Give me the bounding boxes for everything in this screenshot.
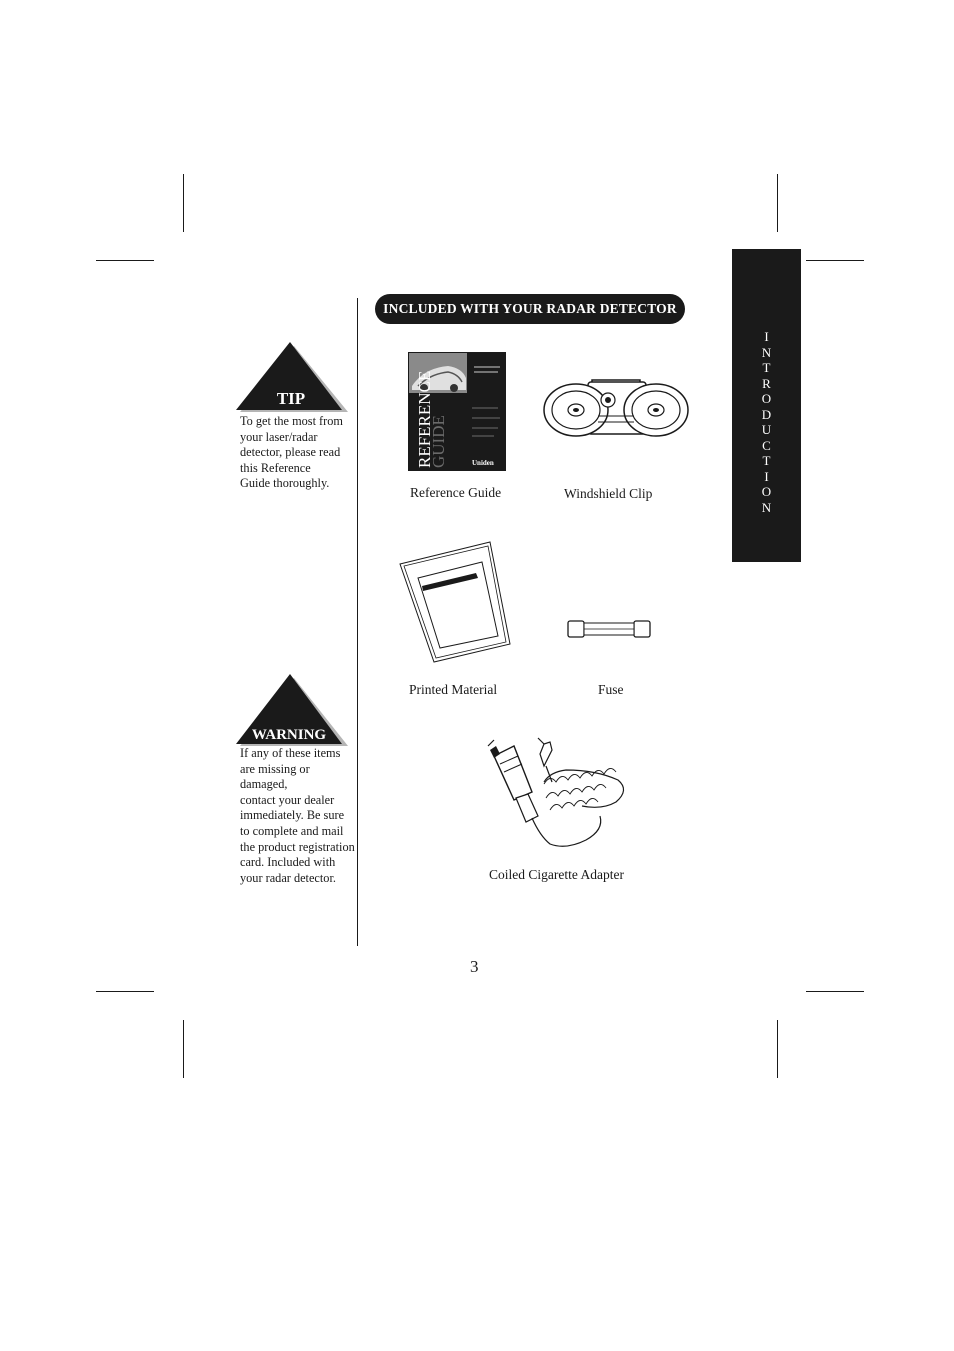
printed-material-caption: Printed Material [409, 682, 498, 697]
crop-mark [806, 260, 864, 261]
crop-mark [183, 174, 184, 232]
section-tab-label: I N T R O D U C T I O N [761, 329, 772, 515]
windshield-clip-caption: Windshield Clip [564, 486, 653, 501]
fuse-caption: Fuse [598, 682, 624, 697]
cigarette-adapter-image [486, 736, 636, 856]
svg-text:GUIDE: GUIDE [429, 415, 448, 468]
cigarette-adapter-caption: Coiled Cigarette Adapter [489, 867, 624, 882]
crop-mark [777, 1020, 778, 1078]
svg-text:WARNING: WARNING [251, 727, 327, 743]
crop-mark [806, 991, 864, 992]
page-number: 3 [470, 957, 479, 976]
warning-text: If any of these items are missing or damaged, contact your dealer immediately. Be sure to complete and mail the product registration card. Included with your radar detector. [240, 746, 355, 885]
reference-guide-image [408, 352, 508, 472]
reference-guide-caption: Reference Guide [410, 485, 502, 500]
tip-text: To get the most from your laser/radar detector, please read this Reference Guide thoroughly. [240, 414, 343, 491]
crop-mark [96, 260, 154, 261]
svg-text:TIP: TIP [276, 389, 306, 408]
crop-mark [96, 991, 154, 992]
crop-mark [183, 1020, 184, 1078]
section-heading: INCLUDED WITH YOUR RADAR DETECTOR [375, 294, 685, 324]
printed-material-image [398, 540, 518, 670]
crop-mark [777, 174, 778, 232]
windshield-clip-image [542, 376, 692, 446]
section-tab-introduction [732, 249, 801, 562]
svg-text:REFERENCE: REFERENCE [415, 370, 434, 468]
warning-badge-icon [234, 672, 354, 752]
tip-badge-icon [234, 340, 354, 420]
svg-text:Uniden: Uniden [472, 459, 494, 467]
fuse-image [567, 619, 653, 641]
